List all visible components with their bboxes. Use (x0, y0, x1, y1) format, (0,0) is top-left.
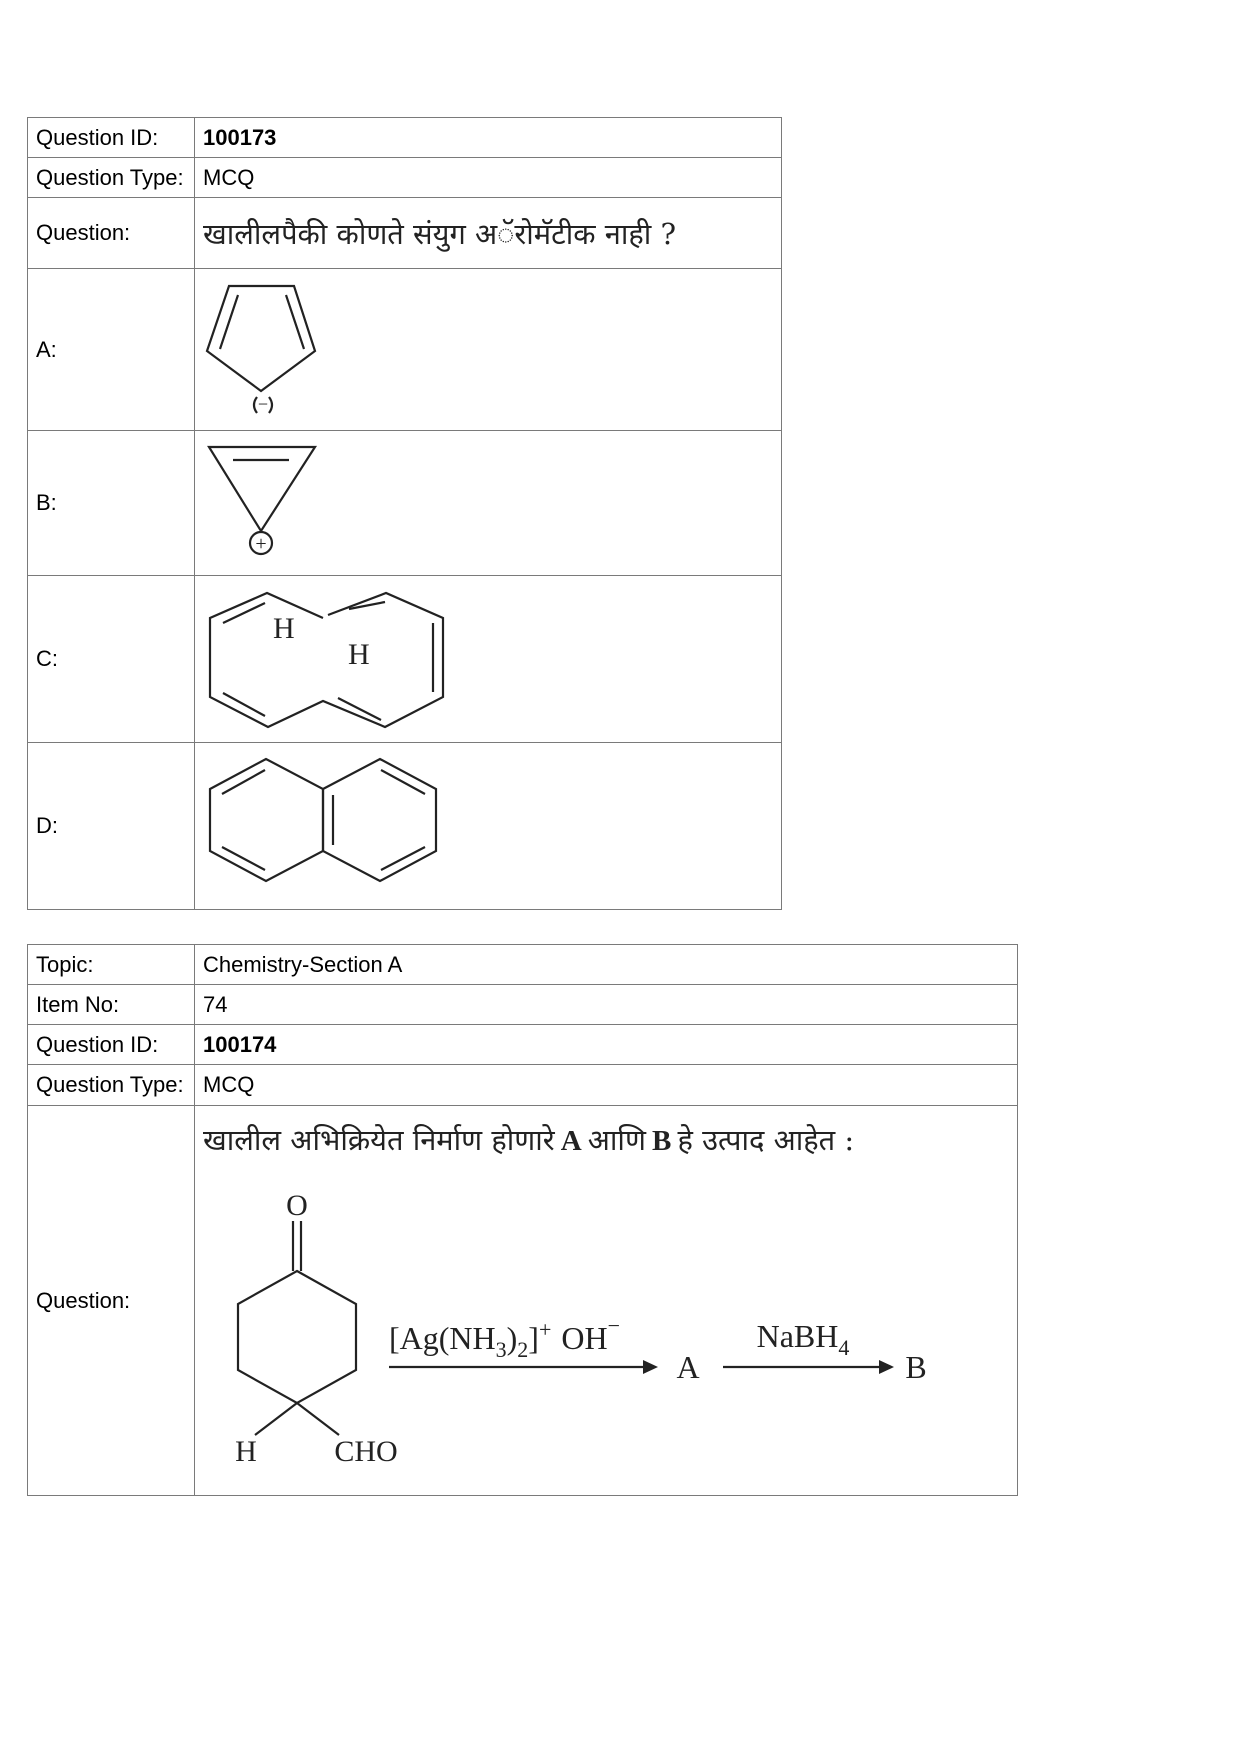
question-label: Question: (28, 1106, 195, 1496)
question-id-row (28, 118, 782, 158)
anion-charge-text: − (257, 394, 269, 414)
option-d-label: D: (28, 743, 195, 910)
question-text-cell (195, 198, 782, 269)
option-a-label: A: (28, 269, 195, 431)
item-value: 74 (195, 985, 1018, 1025)
option-c-cell (195, 576, 782, 743)
question-type-value: MCQ (195, 158, 782, 198)
question-content-cell (195, 1106, 1018, 1496)
bridge-h-upper: H (273, 612, 295, 645)
option-b-label: B: (28, 431, 195, 576)
option-c-label: C: (28, 576, 195, 743)
question-type-label: Question Type: (28, 158, 195, 198)
bridge-h-lower: H (348, 638, 370, 671)
product-a-ref: A (560, 1125, 582, 1157)
reagent-tollens: $[Ag(NH_3)_2]^+$ OH− (389, 1313, 621, 1362)
topic-row (28, 945, 1018, 985)
question-table-100173 (27, 117, 782, 910)
question-id-row (28, 1025, 1018, 1065)
bridged-annulene-structure (203, 576, 463, 736)
question-type-label: Question Type: (28, 1065, 195, 1106)
question-id-value: 100173 (195, 118, 782, 158)
option-a-row (28, 269, 782, 431)
question-type-value: MCQ (195, 1065, 1018, 1106)
option-a-cell (195, 269, 782, 431)
carbonyl-oxygen: O (286, 1189, 308, 1222)
question-type-row (28, 158, 782, 198)
cyclopentadienyl-anion-structure (203, 269, 333, 424)
reagent-nabh4: NaBH$_4$ (756, 1318, 850, 1360)
option-d-cell (195, 743, 782, 910)
cyclopropenyl-cation-structure (203, 433, 333, 568)
option-b-cell (195, 431, 782, 576)
question-id-label: Question ID: (28, 118, 195, 158)
question-type-row (28, 1065, 1018, 1106)
substituent-h: H (235, 1435, 257, 1468)
option-b-row (28, 431, 782, 576)
product-a: A (676, 1349, 700, 1385)
question-table-100174 (27, 944, 1018, 1496)
naphthalene-structure (203, 743, 463, 903)
cation-charge-text: + (255, 532, 267, 555)
question-id-label: Question ID: (28, 1025, 195, 1065)
substituent-cho: CHO (334, 1435, 398, 1468)
question-label: Question: (28, 198, 195, 269)
item-label: Item No: (28, 985, 195, 1025)
question-id-value: 100174 (195, 1025, 1018, 1065)
product-b: B (905, 1349, 927, 1385)
item-row (28, 985, 1018, 1025)
question-text: खालील अभिक्रियेत निर्माण होणारे A आणि B हे उत्पाद आहेत : (203, 1123, 855, 1157)
question-row (28, 198, 782, 269)
product-b-ref: B (652, 1125, 672, 1157)
reaction-scheme (203, 1163, 1003, 1473)
option-c-row (28, 576, 782, 743)
topic-label: Topic: (28, 945, 195, 985)
option-d-row (28, 743, 782, 910)
question-text: खालीलपैकी कोणते संयुग अॅरोमॅटीक नाही ? (203, 216, 677, 251)
topic-value: Chemistry-Section A (195, 945, 1018, 985)
question-row (28, 1106, 1018, 1496)
